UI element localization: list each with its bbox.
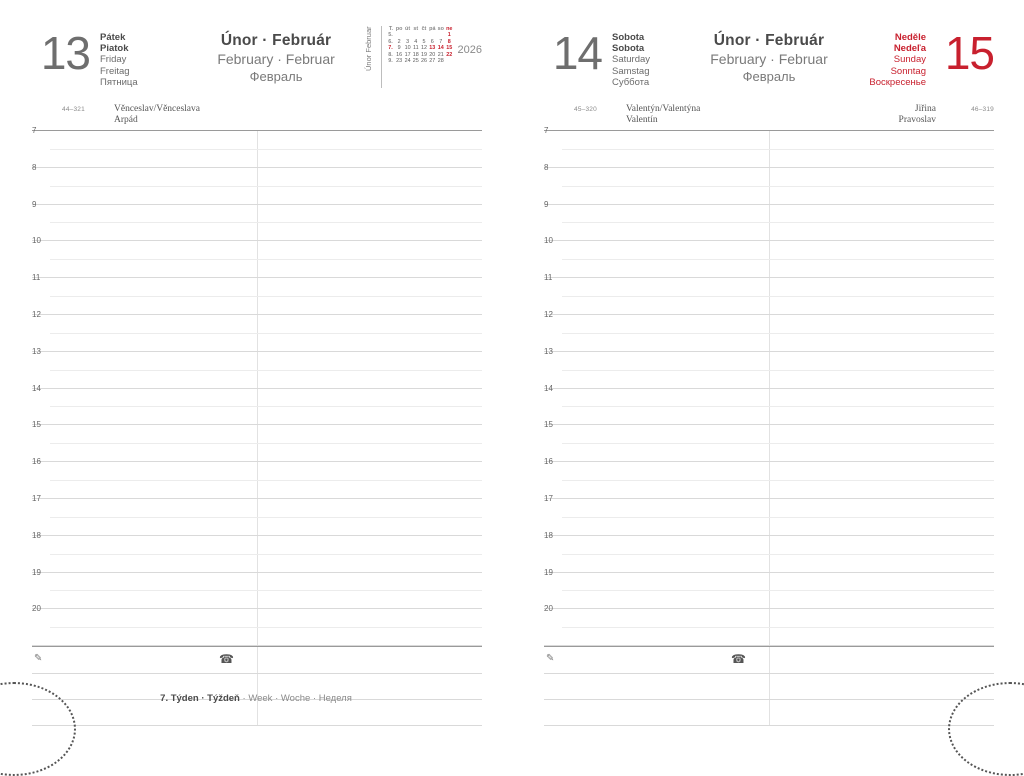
- half-hour-rule: [562, 222, 994, 223]
- hour-row[interactable]: [32, 383, 482, 426]
- notes-row-icons[interactable]: [544, 647, 994, 674]
- page-right-header: [544, 18, 994, 102]
- day-number-14: 14: [552, 27, 602, 79]
- month-line-1: Únor · Február: [713, 32, 825, 49]
- nameday-sk: Arpád: [114, 115, 138, 125]
- weekday-names-13: [90, 18, 188, 88]
- mini-month-table: [387, 26, 453, 64]
- mini-day: 5: [422, 38, 426, 45]
- hour-label: 18: [32, 530, 41, 540]
- mini-day: 26: [420, 58, 427, 65]
- mini-day-today: 14: [437, 45, 444, 52]
- hour-label: 20: [544, 604, 553, 614]
- half-hour-rule: [50, 554, 482, 555]
- weekday-de: Freitag: [100, 65, 130, 77]
- nameday-cs: Věnceslav/Věnceslava: [114, 104, 200, 114]
- month-line-2: February · Februar: [710, 51, 828, 67]
- hour-row[interactable]: [32, 530, 482, 573]
- mini-day: 10: [404, 45, 411, 52]
- half-hour-rule: [50, 443, 482, 444]
- mini-day: 18: [412, 51, 419, 58]
- half-hour-rule: [50, 517, 482, 518]
- mini-hd-st: st: [413, 26, 419, 32]
- mini-day: 20: [429, 51, 436, 58]
- year-label: 2026: [457, 44, 482, 56]
- hour-grid-right: [544, 126, 994, 646]
- mini-week-row-current: [387, 45, 453, 51]
- hour-row[interactable]: [32, 126, 482, 168]
- mini-day: 9: [397, 45, 401, 52]
- hour-row[interactable]: [544, 457, 994, 499]
- notes-row[interactable]: [544, 700, 994, 726]
- mini-month-label-cs: Únor: [364, 55, 374, 72]
- half-hour-rule: [562, 149, 994, 150]
- half-hour-rule: [50, 296, 482, 297]
- mini-day: 11: [412, 45, 419, 52]
- hour-label: 13: [32, 346, 41, 356]
- hour-label: 8: [544, 162, 549, 172]
- weekday-cs: Neděle: [894, 32, 926, 43]
- notes-row[interactable]: [32, 700, 482, 726]
- weekday-ru: Пятница: [100, 76, 138, 88]
- hour-row[interactable]: [32, 457, 482, 499]
- hour-label: 15: [32, 420, 41, 430]
- half-hour-rule: [50, 406, 482, 407]
- phone-icon: ☎: [731, 652, 746, 667]
- weekday-en: Saturday: [612, 54, 651, 66]
- half-hour-rule: [562, 186, 994, 187]
- nameday-row-left: [32, 104, 482, 128]
- half-hour-rule: [50, 186, 482, 187]
- mini-day: 25: [412, 58, 419, 65]
- mini-divider: [381, 26, 382, 88]
- mini-day: 19: [420, 51, 427, 58]
- daycode-left: 44–321: [62, 106, 85, 113]
- notes-area-left: [32, 646, 482, 726]
- mini-day-sunday: 1: [447, 32, 451, 39]
- half-hour-rule: [50, 259, 482, 260]
- half-hour-rule: [562, 443, 994, 444]
- half-hour-rule: [562, 296, 994, 297]
- half-hour-rule: [562, 370, 994, 371]
- weekday-cs: Pátek: [100, 32, 126, 43]
- weekday-ru: Суббота: [612, 76, 650, 88]
- half-hour-rule: [562, 590, 994, 591]
- mini-day: 17: [404, 51, 411, 58]
- hour-label: 11: [32, 273, 41, 283]
- weekday-sk: Nedeľa: [893, 43, 926, 55]
- hour-label: 13: [544, 346, 553, 356]
- mini-hd-ut: út: [405, 26, 411, 32]
- mini-day: 21: [437, 51, 444, 58]
- hour-label: 16: [32, 457, 41, 467]
- month-line-1: Únor · Február: [220, 32, 332, 49]
- mini-month-label-de: Februar: [364, 26, 374, 53]
- half-hour-rule: [562, 333, 994, 334]
- mini-hd-ne: ne: [446, 26, 453, 32]
- hour-row[interactable]: [32, 199, 482, 242]
- mini-week-8: 8.: [388, 51, 393, 58]
- nameday-sk: Valentín: [626, 115, 658, 125]
- hour-row[interactable]: [32, 162, 482, 205]
- daycode-14: 45–320: [574, 106, 597, 113]
- half-hour-rule: [562, 554, 994, 555]
- week-number: 7. Týden · Týždeň: [160, 693, 240, 704]
- weekday-sk: Piatok: [100, 43, 129, 55]
- mini-week-7: 7.: [388, 45, 393, 52]
- weekday-cs: Sobota: [612, 32, 645, 43]
- day-number-15: 15: [944, 27, 994, 79]
- weekday-ru: Воскресенье: [869, 76, 926, 88]
- mini-day: 2: [397, 38, 401, 45]
- hour-row[interactable]: [32, 493, 482, 536]
- hour-label: 9: [544, 199, 549, 209]
- hour-row[interactable]: [544, 383, 994, 426]
- mini-day: 3: [406, 38, 410, 45]
- mini-day-sunday: 8: [447, 38, 451, 45]
- hour-row[interactable]: [32, 309, 482, 352]
- hour-row[interactable]: [544, 493, 994, 536]
- nameday-row-right: [544, 104, 994, 128]
- mini-day: 27: [429, 58, 436, 65]
- nameday-block-13: [114, 104, 200, 126]
- hour-label: 12: [544, 309, 553, 319]
- mini-week-9: 9.: [388, 58, 393, 65]
- hour-label: 12: [32, 309, 41, 319]
- pen-icon: ✎: [34, 653, 43, 665]
- half-hour-rule: [562, 480, 994, 481]
- half-hour-rule: [50, 222, 482, 223]
- nameday-cs: Jiřina: [914, 104, 936, 114]
- week-langs: · Week · Woche · Неделя: [239, 693, 352, 704]
- weekday-en: Sunday: [893, 54, 926, 66]
- hour-label: 14: [544, 383, 553, 393]
- mini-hd-ct: čt: [421, 26, 427, 32]
- hour-label: 15: [544, 420, 553, 430]
- hour-row[interactable]: [544, 126, 994, 168]
- half-hour-rule: [50, 480, 482, 481]
- half-hour-rule: [50, 333, 482, 334]
- month-line-3: Февраль: [249, 69, 303, 84]
- mini-hd-t: T.: [388, 26, 394, 32]
- hour-row[interactable]: [32, 604, 482, 646]
- mini-day: 6: [430, 38, 434, 45]
- mini-day: 7: [439, 38, 443, 45]
- notes-row[interactable]: [544, 674, 994, 700]
- day-number-13: 13: [40, 27, 90, 79]
- hour-label: 17: [32, 493, 41, 503]
- hour-label: 17: [544, 493, 553, 503]
- half-hour-rule: [50, 370, 482, 371]
- month-header-right: [700, 18, 838, 85]
- daycode-15: 46–319: [971, 106, 994, 113]
- hour-label: 19: [544, 567, 553, 577]
- half-hour-rule: [562, 406, 994, 407]
- hour-label: 19: [32, 567, 41, 577]
- mini-hd-so: so: [437, 26, 444, 32]
- phone-icon: ☎: [219, 652, 234, 667]
- mini-week-6: 6.: [388, 38, 393, 45]
- pen-icon: ✎: [546, 653, 555, 665]
- mini-day: 23: [396, 58, 403, 65]
- mini-day-today: 13: [429, 45, 436, 52]
- weekday-en: Friday: [100, 54, 127, 66]
- mini-day: 28: [437, 58, 444, 65]
- hour-row[interactable]: [544, 309, 994, 352]
- mini-day: [445, 58, 453, 64]
- nameday-cs: Valentýn/Valentýna: [626, 104, 701, 114]
- hour-row[interactable]: [544, 236, 994, 278]
- nameday-block-15: [899, 104, 936, 126]
- page-left: [0, 0, 512, 734]
- half-hour-rule: [562, 517, 994, 518]
- half-hour-rule: [562, 259, 994, 260]
- nameday-block-14: [626, 104, 700, 126]
- hour-row[interactable]: [32, 273, 482, 315]
- hour-row[interactable]: [544, 567, 994, 610]
- mini-day: 12: [420, 45, 427, 52]
- hour-label: 10: [544, 236, 553, 246]
- hour-label: 18: [544, 530, 553, 540]
- hour-row[interactable]: [544, 604, 994, 646]
- mini-month-calendar: [364, 18, 453, 88]
- mini-day-sunday: 15: [446, 45, 453, 52]
- mini-month-label: [364, 26, 373, 72]
- month-line-2: February · Februar: [217, 51, 335, 67]
- hour-label: 9: [32, 199, 37, 209]
- page-right: [512, 0, 1024, 734]
- nameday-sk: Pravoslav: [898, 115, 936, 125]
- month-header-left: [188, 18, 364, 85]
- hour-row[interactable]: [544, 530, 994, 573]
- hour-row[interactable]: [544, 346, 994, 389]
- hour-label: 8: [32, 162, 37, 172]
- notes-row-icons[interactable]: [32, 647, 482, 674]
- weekday-de: Sonntag: [890, 65, 926, 77]
- half-hour-rule: [50, 149, 482, 150]
- hour-label: 10: [32, 236, 41, 246]
- weekday-sk: Sobota: [612, 43, 645, 55]
- hour-row[interactable]: [544, 162, 994, 205]
- weekday-de: Samstag: [612, 65, 650, 77]
- hour-row[interactable]: [544, 420, 994, 462]
- hour-label: 7: [32, 126, 37, 135]
- hour-label: 7: [544, 126, 549, 135]
- mini-week-5: 5.: [388, 32, 393, 39]
- mini-week-row: [387, 58, 453, 64]
- mini-hd-po: po: [395, 26, 403, 32]
- mini-day: 24: [404, 58, 411, 65]
- hour-label: 11: [544, 273, 553, 283]
- weekday-names-15: [838, 18, 936, 88]
- mini-day: 4: [414, 38, 418, 45]
- half-hour-rule: [50, 627, 482, 628]
- hour-row[interactable]: [32, 420, 482, 462]
- hour-row[interactable]: [32, 346, 482, 389]
- hour-row[interactable]: [544, 273, 994, 315]
- hour-label: 20: [32, 604, 41, 614]
- hour-label: 16: [544, 457, 553, 467]
- page-left-header: [32, 18, 482, 102]
- month-line-3: Февраль: [742, 69, 796, 84]
- hour-row[interactable]: [32, 567, 482, 610]
- half-hour-rule: [562, 627, 994, 628]
- mini-day-sunday: 22: [446, 51, 453, 58]
- hour-label: 14: [32, 383, 41, 393]
- mini-day: 16: [396, 51, 403, 58]
- half-hour-rule: [50, 590, 482, 591]
- hour-row[interactable]: [32, 236, 482, 278]
- hour-grid-left: [32, 126, 482, 646]
- weekday-names-14: [602, 18, 700, 88]
- hour-row[interactable]: [544, 199, 994, 242]
- notes-area-right: [544, 646, 994, 726]
- week-footer-left: [0, 693, 512, 704]
- mini-hd-pa: pá: [429, 26, 436, 32]
